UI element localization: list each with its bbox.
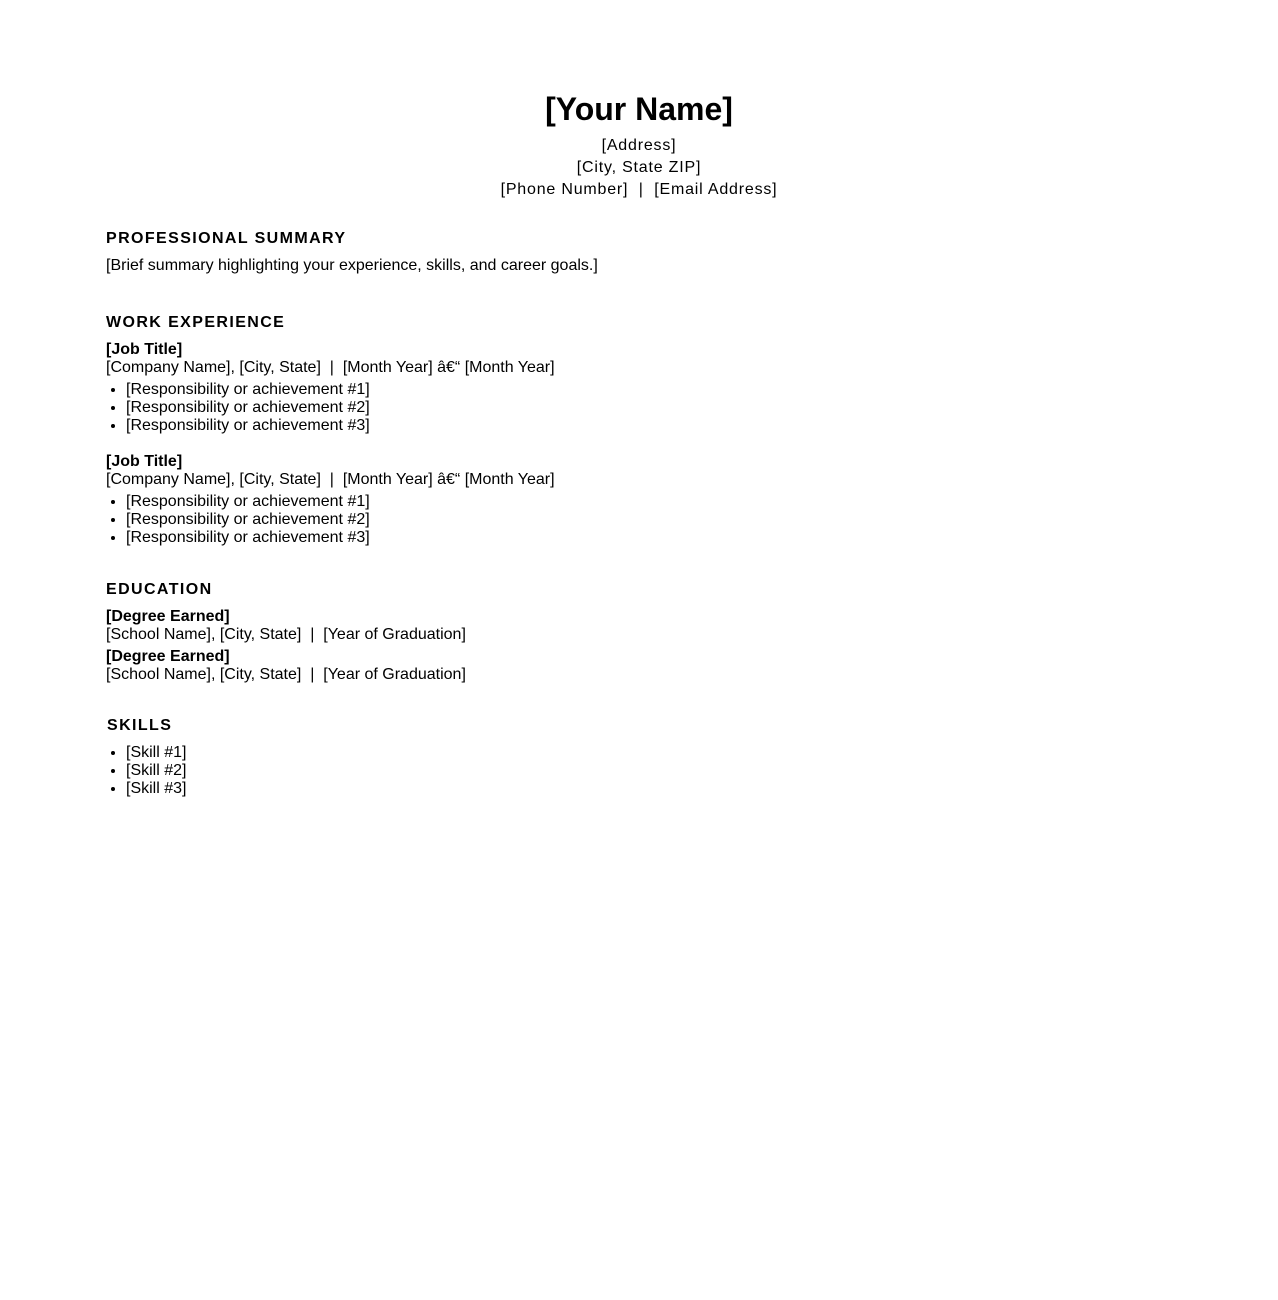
list-item: • [Responsibility or achievement #2] <box>126 399 1166 417</box>
skills-section <box>106 715 1166 798</box>
work-experience-section <box>106 312 1166 547</box>
section-title-skills: SKILLS <box>107 717 173 734</box>
list-item: • [Responsibility or achievement #1] <box>126 493 1166 511</box>
job-entry <box>106 341 1166 435</box>
job-responsibilities-list <box>106 381 1166 435</box>
section-title-education: EDUCATION <box>106 581 213 598</box>
section-spacer <box>106 684 1166 715</box>
job-company-dates: [Company Name], [City, State] | [Month Year] â€“ [Month Year] <box>106 471 555 488</box>
list-item: • [Skill #1] <box>126 744 1166 762</box>
school-details: [School Name], [City, State] | [Year of Graduation] <box>106 626 466 643</box>
list-item: • [Responsibility or achievement #3] <box>126 417 1166 435</box>
job-entry <box>106 453 1166 547</box>
education-section <box>106 579 1166 684</box>
list-item: • [Skill #3] <box>126 780 1166 798</box>
degree-title: [Degree Earned] <box>106 608 230 625</box>
section-title-work: WORK EXPERIENCE <box>106 314 286 331</box>
professional-summary-section <box>106 228 1166 275</box>
job-title: [Job Title] <box>106 453 183 470</box>
candidate-name: [Your Name] <box>545 91 733 127</box>
job-company-dates: [Company Name], [City, State] | [Month Year] â€“ [Month Year] <box>106 359 555 376</box>
contact-separator: | <box>638 181 644 198</box>
list-item: • [Responsibility or achievement #2] <box>126 511 1166 529</box>
list-item: • [Responsibility or achievement #1] <box>126 381 1166 399</box>
section-spacer <box>106 275 1166 312</box>
education-entry <box>106 648 1166 684</box>
email-address: [Email Address] <box>654 181 778 198</box>
resume-header <box>0 89 1278 201</box>
list-item: • [Responsibility or achievement #3] <box>126 529 1166 547</box>
phone-email-line <box>0 179 1278 201</box>
skills-list <box>106 744 1166 798</box>
school-details: [School Name], [City, State] | [Year of Graduation] <box>106 666 466 683</box>
resume-body <box>106 228 1166 798</box>
city-state-zip-line: [City, State ZIP] <box>576 159 702 176</box>
phone-number: [Phone Number] <box>500 181 629 198</box>
summary-text: [Brief summary highlighting your experience, skills, and career goals.] <box>106 257 598 274</box>
education-entry <box>106 608 1166 644</box>
section-spacer <box>106 547 1166 579</box>
section-title-summary: PROFESSIONAL SUMMARY <box>106 230 347 247</box>
degree-title: [Degree Earned] <box>106 648 230 665</box>
list-item: • [Skill #2] <box>126 762 1166 780</box>
address-line: [Address] <box>601 137 677 154</box>
job-title: [Job Title] <box>106 341 183 358</box>
job-responsibilities-list <box>106 493 1166 547</box>
